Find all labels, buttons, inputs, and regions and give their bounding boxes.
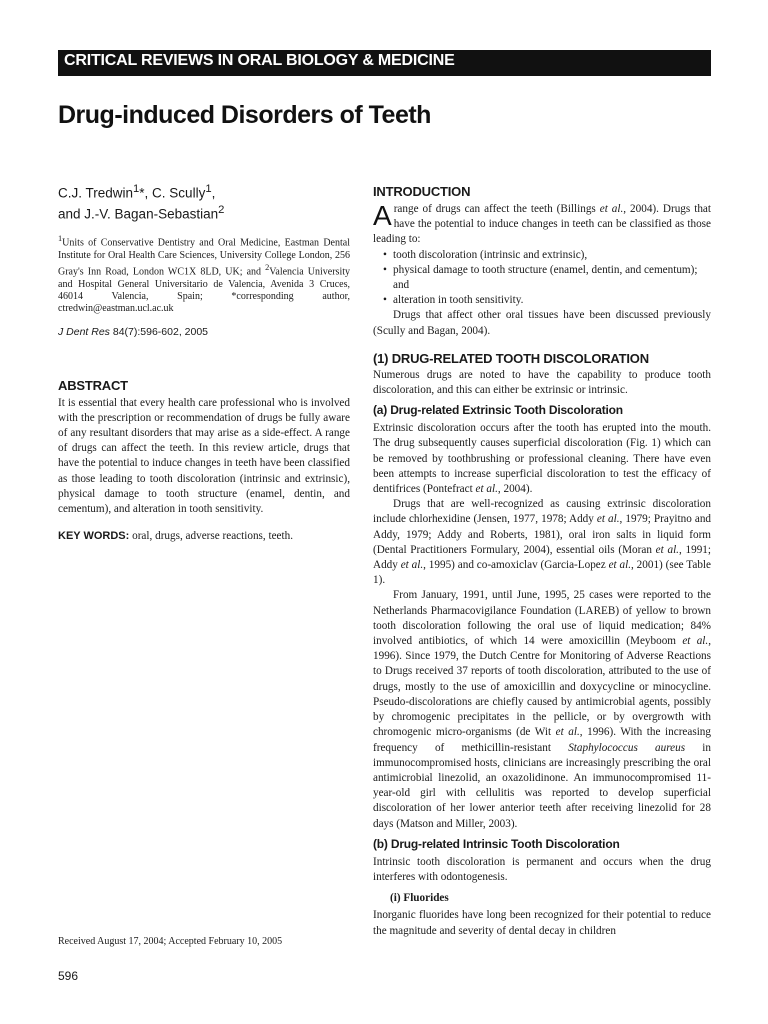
author-name: *, C. Scully bbox=[139, 185, 206, 201]
citation-details: 84(7):596-602, 2005 bbox=[109, 326, 209, 339]
author-separator: , bbox=[211, 185, 216, 201]
text-run: et al. bbox=[555, 726, 580, 739]
text-run: et al. bbox=[475, 483, 498, 496]
section-paragraph: Inorganic fluorides have long been recognized for their potential to reduce the magnitude and severity of dental decay in children bbox=[373, 909, 711, 937]
text-run: From January, 1991, until June, 1995, 25 cases were reported to the Netherlands Pharmacovigilance Foundation (LAREB) of yellow to brown tooth discoloration following the oral use of liquid medication; 84% involved antibiotics, of which 14 were amoxicillin (Meyboom bbox=[373, 589, 711, 648]
section-paragraph bbox=[373, 497, 711, 588]
text-run: , 1996). With the increasing frequency of methicillin-resistant bbox=[373, 726, 711, 754]
text-run: , 1995) and co-amoxiclav (Garcia-Lopez bbox=[423, 559, 609, 572]
section-paragraph bbox=[373, 588, 711, 831]
abstract-heading: ABSTRACT bbox=[58, 377, 128, 393]
introduction-heading: INTRODUCTION bbox=[373, 184, 471, 199]
text-run: in immunocompromised hosts, clinicians are increasingly prescribing the oral antimicrobial linezolid, an oxazolidinone. An immunocompromised 11-year-old girl with cellulitis was reported to develop superficial discoloration of her lower anterior teeth after receiving linezolid for 28 days (Matson and Miller, 2003). bbox=[373, 741, 711, 830]
section-paragraph: Numerous drugs are noted to have the capability to produce tooth discoloration, and this can either be extrinsic or intrinsic. bbox=[373, 368, 711, 397]
journal-banner: CRITICAL REVIEWS IN ORAL BIOLOGY & MEDICINE bbox=[58, 50, 711, 76]
introduction-paragraph: Drugs that affect other oral tissues have been discussed previously (Scully and Bagan, 2004). bbox=[373, 309, 711, 337]
author-name: C.J. Tredwin bbox=[58, 185, 134, 201]
subsection-heading: (a) Drug-related Extrinsic Tooth Discoloration bbox=[373, 403, 623, 418]
text-run: et al. bbox=[400, 559, 424, 572]
section-heading: (1) DRUG-RELATED TOOTH DISCOLORATION bbox=[373, 350, 649, 366]
list-item: • physical damage to tooth structure (enamel, dentin, and cementum); and bbox=[393, 263, 711, 293]
text-run: Extrinsic discoloration occurs after the tooth has erupted into the mouth. The drug subsequently causes superficial discoloration (Fig. 1) which can be removed by toothbrushing or professional cleaning. There have even been attempts to increase superficial discoloration to test the efficacy of dentifrices (Pontefract bbox=[373, 422, 711, 496]
journal-citation bbox=[58, 325, 350, 340]
affiliation-marker: 1 bbox=[205, 183, 212, 195]
subsubsection-heading: (i) Fluorides bbox=[390, 892, 449, 905]
affiliation-text: Valencia University and Hospital General Universitario de Valencia, Avenida 3 Cruces, 46014 Valencia, Spain; *corresponding author, ctredwin@eastman.ucl.ac.uk bbox=[58, 266, 350, 315]
text-run: et al. bbox=[608, 559, 632, 572]
keywords-label: KEY WORDS: bbox=[58, 530, 130, 543]
affiliation-marker: 2 bbox=[265, 262, 270, 272]
introduction-paragraph bbox=[373, 202, 711, 248]
affiliation-marker: 2 bbox=[218, 203, 225, 216]
affiliation bbox=[58, 233, 350, 315]
author-name: and J.-V. Bagan-Sebastian bbox=[58, 206, 219, 221]
abstract-text: It is essential that every health care professional who is involved with the prescription or recommendation of drugs be fully aware of any resultant disorders that may arise as a side-effect. A range of drugs can affect the teeth. In this review article, drugs that have the potential to induce changes in teeth have been classified as those leading to tooth discoloration (intrinsic and extrinsic), physical damage to tooth structure (enamel, dentin, and cementum), and alteration in tooth sensitivity. bbox=[58, 396, 350, 516]
text-run: et al. bbox=[655, 543, 679, 556]
list-item: • tooth discoloration (intrinsic and extrinsic), bbox=[393, 248, 711, 263]
text-run: et al. bbox=[599, 203, 624, 215]
text-run: , 2001) (see Table 1). bbox=[373, 559, 711, 587]
text-run: , 1979; Prayitno and Addy, 1979; Addy and Roberts, 1981), oral iron salts in liquid form (Dental Practitioners Formulary, 2004), essential oils (Moran bbox=[373, 513, 712, 556]
right-column bbox=[373, 184, 711, 939]
page-number: 596 bbox=[58, 969, 79, 983]
text-run: , 1991; Addy bbox=[373, 543, 711, 572]
keywords-text: oral, drugs, adverse reactions, teeth. bbox=[129, 530, 294, 543]
drop-cap: A bbox=[373, 200, 392, 231]
section-paragraph: Intrinsic tooth discoloration is permanent and occurs when the drug interferes with odontogenesis. bbox=[373, 855, 711, 883]
list-item: • alteration in tooth sensitivity. bbox=[393, 293, 711, 308]
text-run: range of drugs can affect the teeth (Billings bbox=[393, 203, 600, 215]
journal-name: J Dent Res bbox=[58, 326, 110, 339]
article-title: Drug-induced Disorders of Teeth bbox=[58, 101, 431, 129]
keywords bbox=[58, 529, 350, 544]
author-list bbox=[58, 181, 350, 222]
section-paragraph bbox=[373, 421, 711, 497]
subsection-heading: (b) Drug-related Intrinsic Tooth Discoloration bbox=[373, 836, 620, 851]
text-run: et al. bbox=[596, 513, 620, 526]
bullet-list bbox=[373, 248, 711, 309]
text-run: Drugs that are well-recognized as causing extrinsic discoloration include chlorhexidine (Jensen, 1977, 1978; Addy bbox=[373, 498, 711, 526]
text-run: , 1996). Since 1979, the Dutch Centre for Monitoring of Adverse Reactions to Drugs received 37 reports of tooth discoloration, attributed to the use of drugs, mostly to the use of amoxicillin and doxycycline or minocycline. Pseudo-discolorations are chiefly caused by antimicrobial agents, possibly by chromogenic precipitates in the pellicle, or by overgrowth with chromogenic micro-organisms (de Wit bbox=[373, 635, 711, 739]
text-run: , 2004). Drugs that have the potential to induce changes in teeth can be classified as those leading to: bbox=[373, 203, 711, 246]
text-run: Staphylococcus aureus bbox=[568, 741, 686, 754]
affiliation-marker: 1 bbox=[133, 183, 140, 195]
left-column bbox=[58, 181, 350, 544]
text-run: et al. bbox=[682, 635, 709, 648]
text-run: , 2004). bbox=[497, 483, 533, 496]
affiliation-marker: 1 bbox=[58, 234, 63, 243]
affiliation-text: Units of Conservative Dentistry and Oral Medicine, Eastman Dental Institute for Oral Health Care Sciences, University College London, 256 Gray's Inn Road, London WC1X 8LD, UK; and bbox=[58, 237, 350, 278]
received-date: Received August 17, 2004; Accepted February 10, 2005 bbox=[58, 936, 283, 947]
